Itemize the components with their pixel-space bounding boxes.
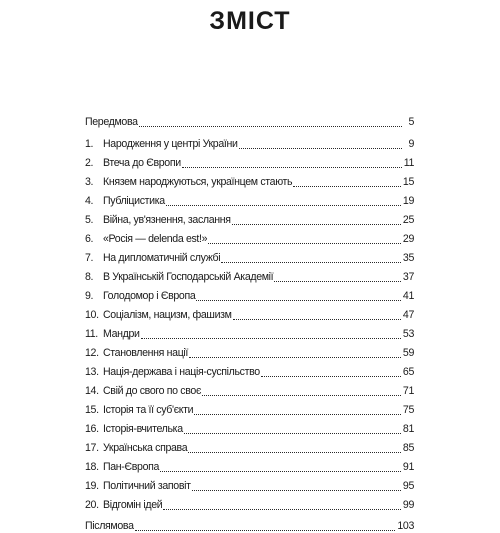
toc-entry-label: Історія-вчителька [103, 423, 183, 435]
toc-entry-label: «Росія — delenda est!» [103, 233, 208, 245]
toc-entry-afterword[interactable] [85, 520, 414, 533]
toc-entry-label: Втеча до Європи [103, 157, 181, 169]
toc-entry-number: 16. [85, 423, 99, 435]
dot-leader [192, 489, 401, 491]
dot-leader [261, 375, 401, 377]
toc-entry-label: Становлення нації [103, 347, 189, 359]
toc-entry-label: Історія та її суб'єкти [103, 404, 194, 416]
toc-entry-number: 8. [85, 271, 94, 283]
dot-leader [232, 223, 401, 225]
toc-entry-17[interactable] [85, 442, 414, 455]
toc-entry-label: Українська справа [103, 442, 188, 454]
toc-entry-number: 17. [85, 442, 99, 454]
toc-entry-page: 103 [397, 520, 414, 532]
toc-entry-number: 2. [85, 157, 94, 169]
toc-entry-page: 15 [402, 176, 414, 188]
toc-entry-number: 7. [85, 252, 94, 264]
dot-leader [141, 337, 401, 339]
dot-leader [274, 280, 401, 282]
toc-entry-page: 71 [402, 385, 414, 397]
toc-entry-page: 47 [402, 309, 414, 321]
toc-entry-9[interactable] [85, 290, 414, 303]
dot-leader [233, 318, 401, 320]
toc-entry-label: Відгомін ідей [103, 499, 163, 511]
toc-entry-page: 91 [402, 461, 414, 473]
toc-entry-14[interactable] [85, 385, 414, 398]
toc-entry-number: 19. [85, 480, 99, 492]
toc-entry-page: 41 [402, 290, 414, 302]
dot-leader [221, 261, 401, 263]
toc-entry-8[interactable] [85, 271, 414, 284]
toc-entry-label: Публіцистика [103, 195, 165, 207]
toc-entry-4[interactable] [85, 195, 414, 208]
page-title: ЗМІСТ [209, 7, 291, 35]
toc-entry-page: 85 [402, 442, 414, 454]
toc-entry-label: Мандри [103, 328, 140, 340]
toc-entry-16[interactable] [85, 423, 414, 436]
toc-entry-number: 6. [85, 233, 94, 245]
toc-entry-12[interactable] [85, 347, 414, 360]
toc-entry-2[interactable] [85, 157, 414, 170]
toc-entry-number: 15. [85, 404, 99, 416]
toc-entry-page: 37 [402, 271, 414, 283]
toc-entry-label: Політичний заповіт [103, 480, 191, 492]
dot-leader [182, 166, 402, 168]
toc-entry-label: Післямова [85, 520, 134, 532]
toc-entry-10[interactable] [85, 309, 414, 322]
dot-leader [166, 204, 401, 206]
dot-leader [160, 470, 401, 472]
toc-entry-page: 29 [402, 233, 414, 245]
dot-leader [194, 413, 401, 415]
toc-entry-number: 3. [85, 176, 94, 188]
toc-entry-page: 19 [402, 195, 414, 207]
toc-entry-20[interactable] [85, 499, 414, 512]
dot-leader [196, 299, 401, 301]
toc-entry-label: Голодомор і Європа [103, 290, 196, 302]
toc-entry-label: Народження у центрі України [103, 138, 238, 150]
toc-entry-page: 5 [408, 116, 414, 128]
toc-entry-label: Соціалізм, нацизм, фашизм [103, 309, 232, 321]
toc-entry-18[interactable] [85, 461, 414, 474]
dot-leader [139, 125, 402, 127]
dot-leader [293, 185, 401, 187]
toc-entry-number: 5. [85, 214, 94, 226]
toc-entry-1[interactable] [85, 138, 414, 151]
toc-entry-label: На дипломатичній службі [103, 252, 221, 264]
toc-entry-label: Нація-держава і нація-суспільство [103, 366, 260, 378]
dot-leader [202, 394, 401, 396]
toc-entry-3[interactable] [85, 176, 414, 189]
toc-entry-page: 35 [402, 252, 414, 264]
toc-entry-19[interactable] [85, 480, 414, 493]
toc-entry-number: 11. [85, 328, 98, 340]
toc-entry-label: Пан-Європа [103, 461, 160, 473]
toc-entry-11[interactable] [85, 328, 414, 341]
toc-entry-label: В Українській Господарській Академії [103, 271, 274, 283]
toc-entry-number: 4. [85, 195, 94, 207]
toc-entry-page: 95 [402, 480, 414, 492]
dot-leader [163, 508, 401, 510]
dot-leader [239, 147, 402, 149]
toc-entry-number: 20. [85, 499, 99, 511]
toc-entry-number: 18. [85, 461, 99, 473]
toc-entry-number: 9. [85, 290, 94, 302]
dot-leader [208, 242, 401, 244]
toc-entry-number: 1. [85, 138, 94, 150]
dot-leader [135, 529, 396, 531]
toc-entry-page: 25 [402, 214, 414, 226]
toc-entry-page: 75 [402, 404, 414, 416]
toc-entry-7[interactable] [85, 252, 414, 265]
toc-entry-page: 99 [402, 499, 414, 511]
dot-leader [184, 432, 401, 434]
toc-entry-page: 59 [402, 347, 414, 359]
toc-entry-label: Князем народжуються, українцем стають [103, 176, 293, 188]
toc-entry-number: 14. [85, 385, 99, 397]
toc-entry-5[interactable] [85, 214, 414, 227]
dot-leader [189, 356, 401, 358]
toc-entry-foreword[interactable] [85, 116, 414, 129]
toc-entry-number: 13. [85, 366, 99, 378]
toc-entry-15[interactable] [85, 404, 414, 417]
toc-entry-13[interactable] [85, 366, 414, 379]
toc-entry-label: Передмова [85, 116, 138, 128]
toc-entry-number: 12. [85, 347, 99, 359]
dot-leader [188, 451, 401, 453]
toc-entry-label: Свій до свого по своє [103, 385, 201, 397]
toc-entry-page: 81 [402, 423, 414, 435]
toc-entry-page: 53 [402, 328, 414, 340]
toc-entry-label: Війна, ув'язнення, заслання [103, 214, 231, 226]
toc-entry-number: 10. [85, 309, 99, 321]
toc-entry-6[interactable] [85, 233, 414, 246]
toc-entry-page: 9 [408, 138, 414, 150]
toc-entry-page: 65 [402, 366, 414, 378]
toc-entry-page: 11 [403, 157, 414, 169]
